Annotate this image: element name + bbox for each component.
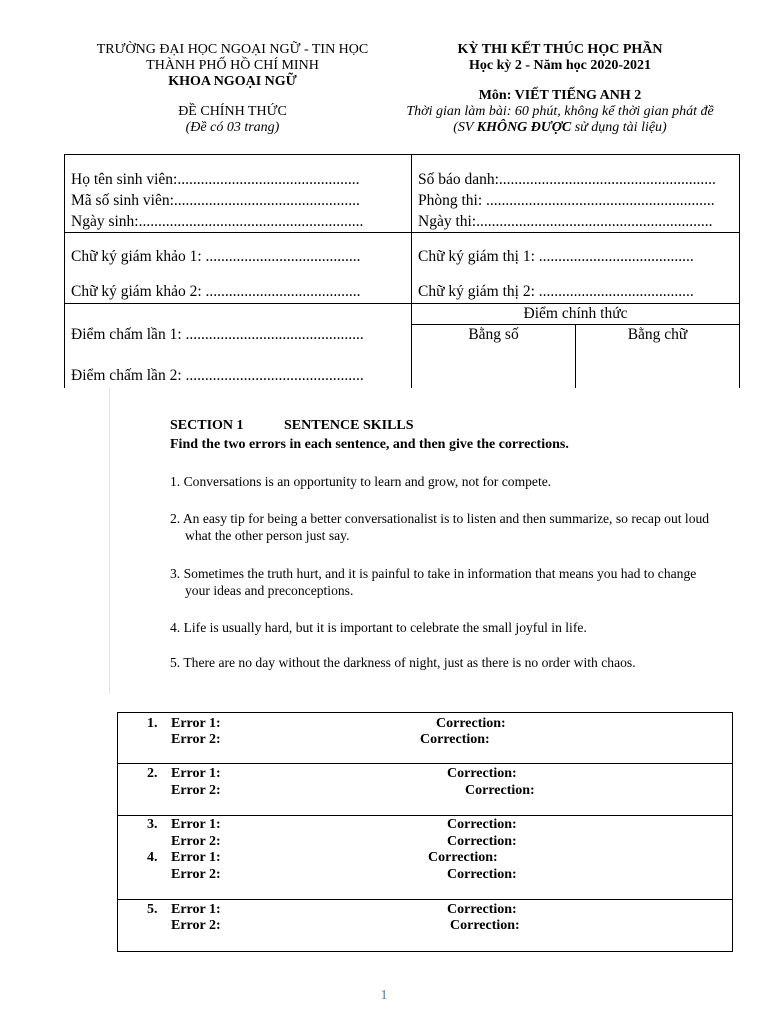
official-exam-label: ĐỀ CHÍNH THỨC: [178, 104, 287, 119]
score-in-numbers-label: Bằng số: [468, 326, 519, 343]
score1-field[interactable]: Điểm chấm lần 1: ..............................................: [71, 326, 364, 343]
error-1-field[interactable]: Error 1:: [171, 766, 221, 781]
error-1-field[interactable]: Error 1:: [171, 902, 221, 917]
page-number: 1: [380, 988, 388, 1003]
correction-field[interactable]: Correction:: [447, 766, 517, 781]
dob-field[interactable]: Ngày sinh:..........................................................: [71, 213, 364, 230]
question-3-line1: 3. Sometimes the truth hurt, and it is painful to take in information that means you had to change: [170, 566, 697, 581]
section-label: SECTION 1: [170, 418, 244, 433]
examiner2-signature[interactable]: Chữ ký giám khảo 2: ........................................: [71, 283, 361, 300]
image-edge: [109, 388, 110, 694]
answer-table: [117, 712, 733, 952]
error-1-field[interactable]: Error 1:: [171, 716, 221, 731]
proctor2-signature[interactable]: Chữ ký giám thị 2: ........................................: [418, 283, 694, 300]
answer-number: 5.: [147, 902, 158, 917]
answer-number: 4.: [147, 850, 158, 865]
question-2-line1: 2. An easy tip for being a better conversationalist is to listen and then summarize, so recap out loud: [170, 511, 710, 526]
proctor1-signature[interactable]: Chữ ký giám thị 1: ........................................: [418, 248, 694, 265]
official-score-label: Điểm chính thức: [523, 305, 628, 322]
error-2-field[interactable]: Error 2:: [171, 867, 221, 882]
answer-number: 1.: [147, 716, 158, 731]
score2-field[interactable]: Điểm chấm lần 2: ..............................................: [71, 367, 364, 384]
section-instruction: Find the two errors in each sentence, and then give the corrections.: [170, 437, 569, 452]
student-info-table: [64, 154, 740, 388]
correction-field[interactable]: Correction:: [428, 850, 498, 865]
correction-field[interactable]: Correction:: [450, 918, 520, 933]
correction-field[interactable]: Correction:: [465, 783, 535, 798]
exam-date-field[interactable]: Ngày thi:.............................................................: [418, 213, 713, 230]
examiner1-signature[interactable]: Chữ ký giám khảo 1: ........................................: [71, 248, 361, 265]
correction-field[interactable]: Correction:: [447, 834, 517, 849]
error-1-field[interactable]: Error 1:: [171, 817, 221, 832]
exam-header: [400, 42, 720, 136]
correction-field[interactable]: Correction:: [447, 867, 517, 882]
time-allowed: Thời gian làm bài: 60 phút, không kể thời gian phát đề: [406, 104, 714, 119]
error-2-field[interactable]: Error 2:: [171, 783, 221, 798]
section-name: SENTENCE SKILLS: [284, 418, 414, 433]
semester: Học kỳ 2 - Năm học 2020-2021: [469, 58, 651, 73]
error-1-field[interactable]: Error 1:: [171, 850, 221, 865]
city-name: THÀNH PHỐ HỒ CHÍ MINH: [146, 58, 319, 73]
error-2-field[interactable]: Error 2:: [171, 732, 221, 747]
question-4: 4. Life is usually hard, but it is important to celebrate the small joyful in life.: [170, 620, 587, 635]
materials-note: (SV KHÔNG ĐƯỢC sử dụng tài liệu): [453, 120, 667, 135]
question-1: 1. Conversations is an opportunity to learn and grow, not for compete.: [170, 474, 552, 489]
page-count-note: (Đề có 03 trang): [185, 120, 280, 135]
question-5: 5. There are no day without the darkness of night, just as there is no order with chaos.: [170, 655, 636, 670]
correction-field[interactable]: Correction:: [447, 817, 517, 832]
score-in-words-label: Bằng chữ: [627, 326, 688, 343]
university-name: TRƯỜNG ĐẠI HỌC NGOẠI NGỮ - TIN HỌC: [96, 42, 369, 57]
error-2-field[interactable]: Error 2:: [171, 918, 221, 933]
candidate-number-field[interactable]: Số báo danh:........................................................: [418, 171, 716, 188]
question-2-line2: what the other person just say.: [185, 528, 350, 543]
answer-number: 2.: [147, 766, 158, 781]
student-id-field[interactable]: Mã số sinh viên:................................................: [71, 192, 360, 209]
correction-field[interactable]: Correction:: [420, 732, 490, 747]
exam-room-field[interactable]: Phòng thi: ...........................................................: [418, 192, 715, 209]
question-3-line2: your ideas and preconceptions.: [185, 583, 354, 598]
subject: Môn: VIẾT TIẾNG ANH 2: [478, 88, 642, 103]
faculty-name: KHOA NGOẠI NGỮ: [168, 74, 297, 89]
school-header: [60, 42, 405, 136]
error-2-field[interactable]: Error 2:: [171, 834, 221, 849]
exam-title: KỲ THI KẾT THÚC HỌC PHẦN: [457, 42, 663, 57]
student-name-field[interactable]: Họ tên sinh viên:...............................................: [71, 171, 360, 188]
correction-field[interactable]: Correction:: [447, 902, 517, 917]
correction-field[interactable]: Correction:: [436, 716, 506, 731]
answer-number: 3.: [147, 817, 158, 832]
